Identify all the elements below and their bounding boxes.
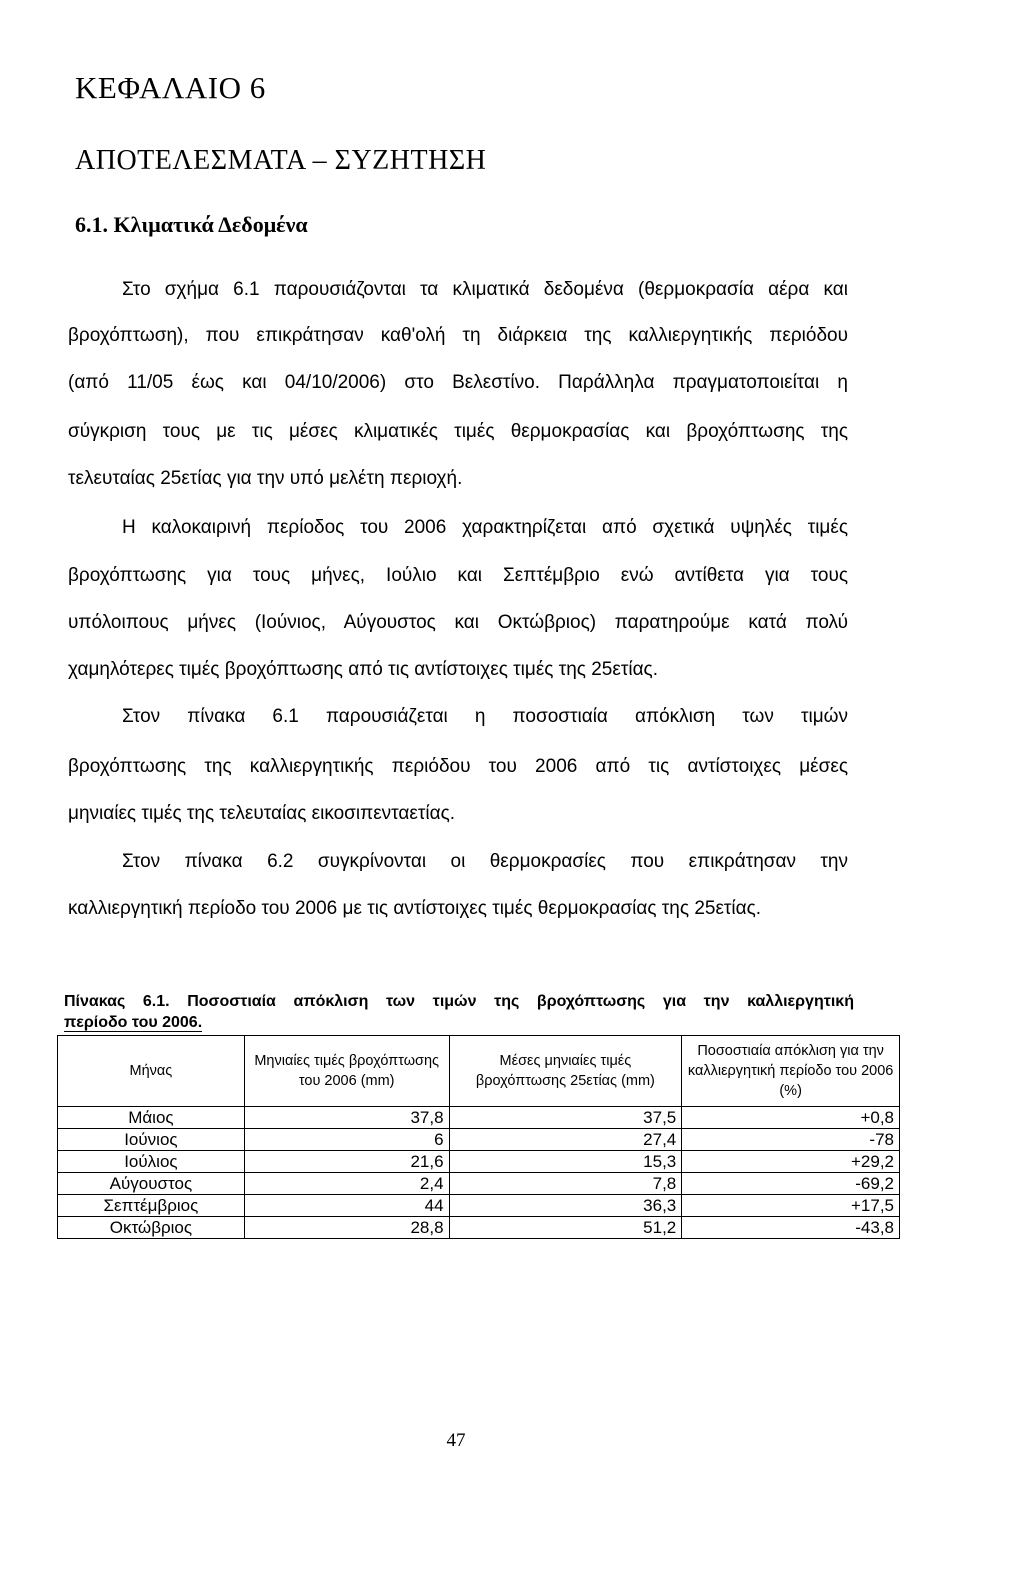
mean-rainfall-cell: 7,8	[449, 1173, 682, 1195]
deviation-cell: -43,8	[682, 1217, 900, 1239]
mean-rainfall-cell: 36,3	[449, 1195, 682, 1217]
paragraph-line: Στο σχήμα 6.1 παρουσιάζονται τα κλιματικά δεδομένα (θερμοκρασία αέρα και	[122, 279, 848, 300]
deviation-cell: +0,8	[682, 1107, 900, 1129]
month-cell: Μάιος	[58, 1107, 245, 1129]
chapter-subtitle: ΑΠΟΤΕΛΕΣΜΑΤΑ – ΣΥΖΗΤΗΣΗ	[75, 145, 487, 176]
month-cell: Ιούνιος	[58, 1129, 245, 1151]
paragraph-line: βροχόπτωση), που επικράτησαν καθ'ολή τη διάρκεια της καλλιεργητικής περιόδου	[68, 325, 848, 346]
rainfall-2006-cell: 37,8	[244, 1107, 449, 1129]
paragraph-line: Στον πίνακα 6.2 συγκρίνονται οι θερμοκρασίες που επικράτησαν την	[122, 851, 848, 872]
section-heading: 6.1. Κλιματικά Δεδομένα	[75, 212, 308, 237]
header-month: Μήνας	[58, 1036, 245, 1107]
chapter-title: ΚΕΦΑΛΑΙΟ 6	[75, 70, 266, 105]
rainfall-deviation-table	[57, 1035, 900, 1239]
table-row	[58, 1129, 900, 1151]
paragraph-line: σύγκριση τους με τις μέσες κλιματικές τιμές θερμοκρασίας και βροχόπτωσης της	[68, 421, 848, 442]
paragraph-line: καλλιεργητική περίοδο του 2006 με τις αντίστοιχες τιμές θερμοκρασίας της 25ετίας.	[68, 898, 762, 919]
rainfall-2006-cell: 2,4	[244, 1173, 449, 1195]
rainfall-2006-cell: 6	[244, 1129, 449, 1151]
mean-rainfall-cell: 15,3	[449, 1151, 682, 1173]
table-caption-continued	[64, 1013, 854, 1033]
mean-rainfall-cell: 51,2	[449, 1217, 682, 1239]
rainfall-2006-cell: 44	[244, 1195, 449, 1217]
table-row	[58, 1151, 900, 1173]
paragraph-line: χαμηλότερες τιμές βροχόπτωσης από τις αντίστοιχες τιμές της 25ετίας.	[68, 659, 658, 680]
page-number: 47	[446, 1430, 466, 1451]
paragraph-line: (από 11/05 έως και 04/10/2006) στο Βελεστίνο. Παράλληλα πραγματοποιείται η	[68, 372, 848, 393]
table-caption: Πίνακας 6.1. Ποσοστιαία απόκλιση των τιμών της βροχόπτωσης για την καλλιεργητική	[64, 993, 854, 1010]
month-cell: Σεπτέμβριος	[58, 1195, 245, 1217]
table-caption-text: περίοδο του 2006.	[64, 1014, 203, 1031]
month-cell: Ιούλιος	[58, 1151, 245, 1173]
paragraph-line: βροχόπτωσης για τους μήνες, Ιούλιο και Σεπτέμβριο ενώ αντίθετα για τους	[68, 565, 848, 586]
paragraph-line: Η καλοκαιρινή περίοδος του 2006 χαρακτηρίζεται από σχετικά υψηλές τιμές	[122, 517, 848, 538]
table-row	[58, 1107, 900, 1129]
rainfall-2006-cell: 21,6	[244, 1151, 449, 1173]
mean-rainfall-cell: 37,5	[449, 1107, 682, 1129]
paragraph-line: βροχόπτωσης της καλλιεργητικής περιόδου του 2006 από τις αντίστοιχες μέσες	[68, 756, 848, 777]
paragraph-line: μηνιαίες τιμές της τελευταίας εικοσιπενταετίας.	[68, 803, 456, 824]
paragraph-line: Στον πίνακα 6.1 παρουσιάζεται η ποσοστιαία απόκλιση των τιμών	[122, 706, 848, 727]
table-row	[58, 1173, 900, 1195]
deviation-cell: +29,2	[682, 1151, 900, 1173]
paragraph-line: υπόλοιπους μήνες (Ιούνιος, Αύγουστος και Οκτώβριος) παρατηρούμε κατά πολύ	[68, 612, 848, 633]
deviation-cell: -78	[682, 1129, 900, 1151]
paragraph-line: τελευταίας 25ετίας για την υπό μελέτη περιοχή.	[68, 468, 463, 489]
month-cell: Οκτώβριος	[58, 1217, 245, 1239]
rainfall-2006-cell: 28,8	[244, 1217, 449, 1239]
mean-rainfall-cell: 27,4	[449, 1129, 682, 1151]
header-monthly-rainfall-2006: Μηνιαίες τιμές βροχόπτωσης του 2006 (mm)	[244, 1036, 449, 1107]
table-row	[58, 1195, 900, 1217]
header-percent-deviation: Ποσοστιαία απόκλιση για την καλλιεργητική περίοδο του 2006 (%)	[682, 1036, 900, 1107]
header-mean-rainfall-25yr: Μέσες μηνιαίες τιμές βροχόπτωσης 25ετίας (mm)	[449, 1036, 682, 1107]
deviation-cell: -69,2	[682, 1173, 900, 1195]
deviation-cell: +17,5	[682, 1195, 900, 1217]
month-cell: Αύγουστος	[58, 1173, 245, 1195]
table-header-row	[58, 1036, 900, 1107]
table-row	[58, 1217, 900, 1239]
